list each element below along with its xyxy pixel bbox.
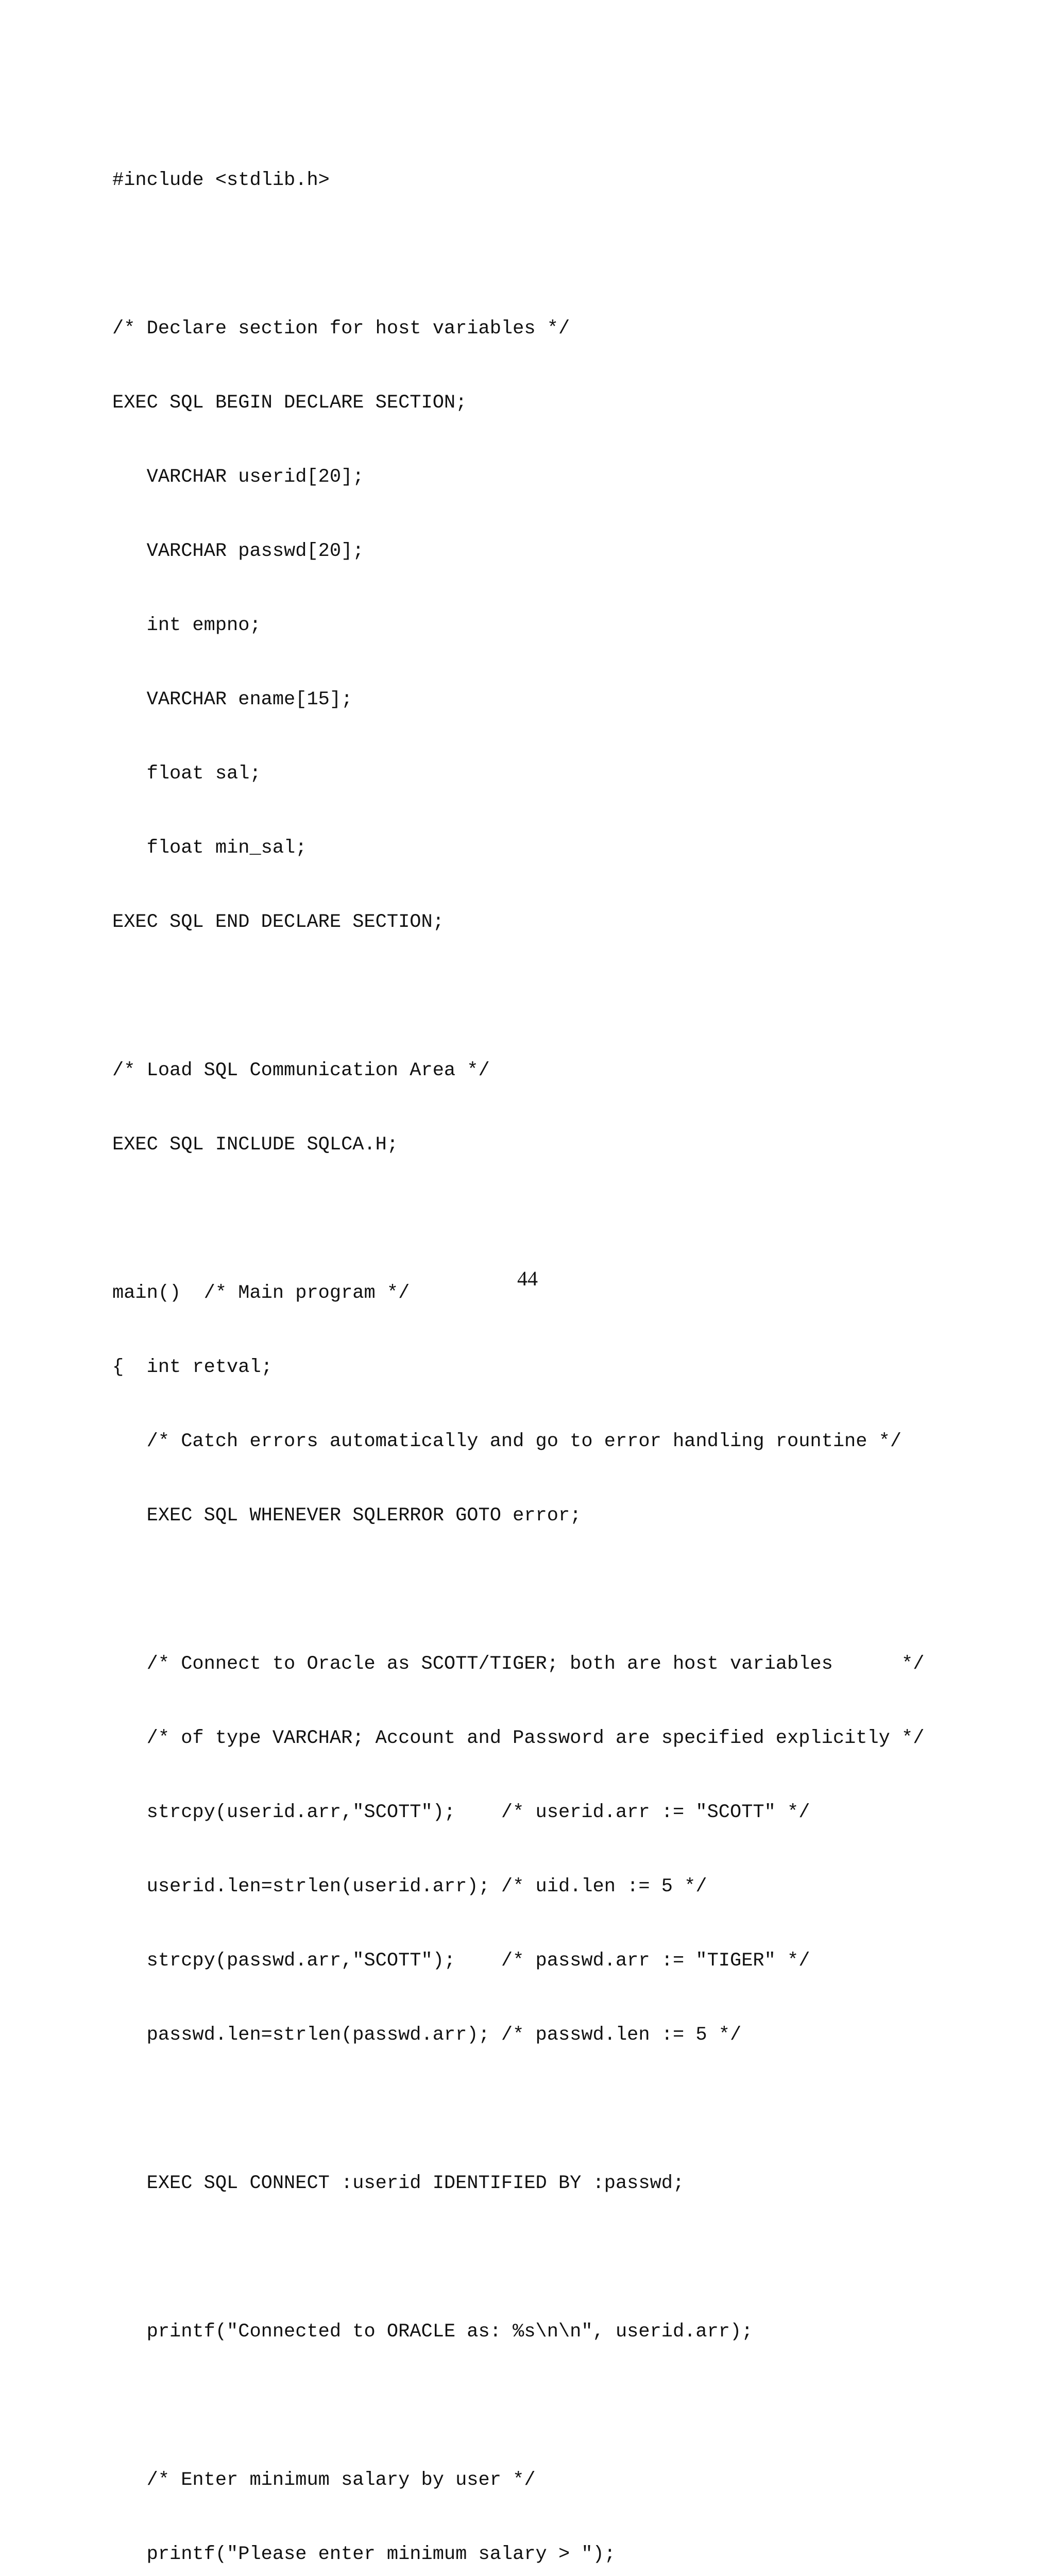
code-line: EXEC SQL CONNECT :userid IDENTIFIED BY :passwd; [112,2173,685,2194]
code-line: printf("Connected to ORACLE as: %s\n\n", userid.arr); [112,2321,753,2343]
code-line: /* Enter minimum salary by user */ [112,2469,536,2491]
code-line [112,242,924,267]
code-line: EXEC SQL INCLUDE SQLCA.H; [112,1134,399,1156]
code-line: EXEC SQL BEGIN DECLARE SECTION; [112,392,467,414]
code-line: EXEC SQL END DECLARE SECTION; [112,911,444,933]
code-line: passwd.len=strlen(passwd.arr); /* passwd.len := 5 */ [112,2024,742,2046]
code-line: userid.len=strlen(userid.arr); /* uid.len := 5 */ [112,1876,707,1897]
code-line: EXEC SQL WHENEVER SQLERROR GOTO error; [112,1505,582,1527]
code-line [112,2097,924,2122]
code-line: { int retval; [112,1357,273,1378]
code-line: float sal; [112,763,261,785]
code-line: VARCHAR userid[20]; [112,466,364,488]
code-line: #include <stdlib.h> [112,170,330,191]
code-line: int empno; [112,615,261,636]
code-listing [112,118,924,2576]
code-line: strcpy(userid.arr,"SCOTT"); /* userid.arr := "SCOTT" */ [112,1802,810,1823]
code-line [112,2245,924,2270]
code-line: VARCHAR passwd[20]; [112,540,364,562]
code-line [112,2394,924,2418]
code-line: printf("Please enter minimum salary > "); [112,2544,616,2565]
code-line: strcpy(passwd.arr,"SCOTT"); /* passwd.arr := "TIGER" */ [112,1950,810,1972]
code-line: /* Catch errors automatically and go to error handling rountine */ [112,1431,902,1452]
code-line: /* of type VARCHAR; Account and Password are specified explicitly */ [112,1727,925,1749]
code-line [112,984,924,1009]
code-line [112,1578,924,1602]
page-number: 44 [517,1267,538,1290]
code-line: VARCHAR ename[15]; [112,689,353,710]
code-line: /* Declare section for host variables */ [112,318,570,340]
code-line: float min_sal; [112,837,307,859]
code-line: /* Load SQL Communication Area */ [112,1060,490,1081]
code-line: /* Connect to Oracle as SCOTT/TIGER; both are host variables */ [112,1653,925,1675]
code-line [112,1207,924,1231]
code-line: main() /* Main program */ [112,1282,410,1304]
